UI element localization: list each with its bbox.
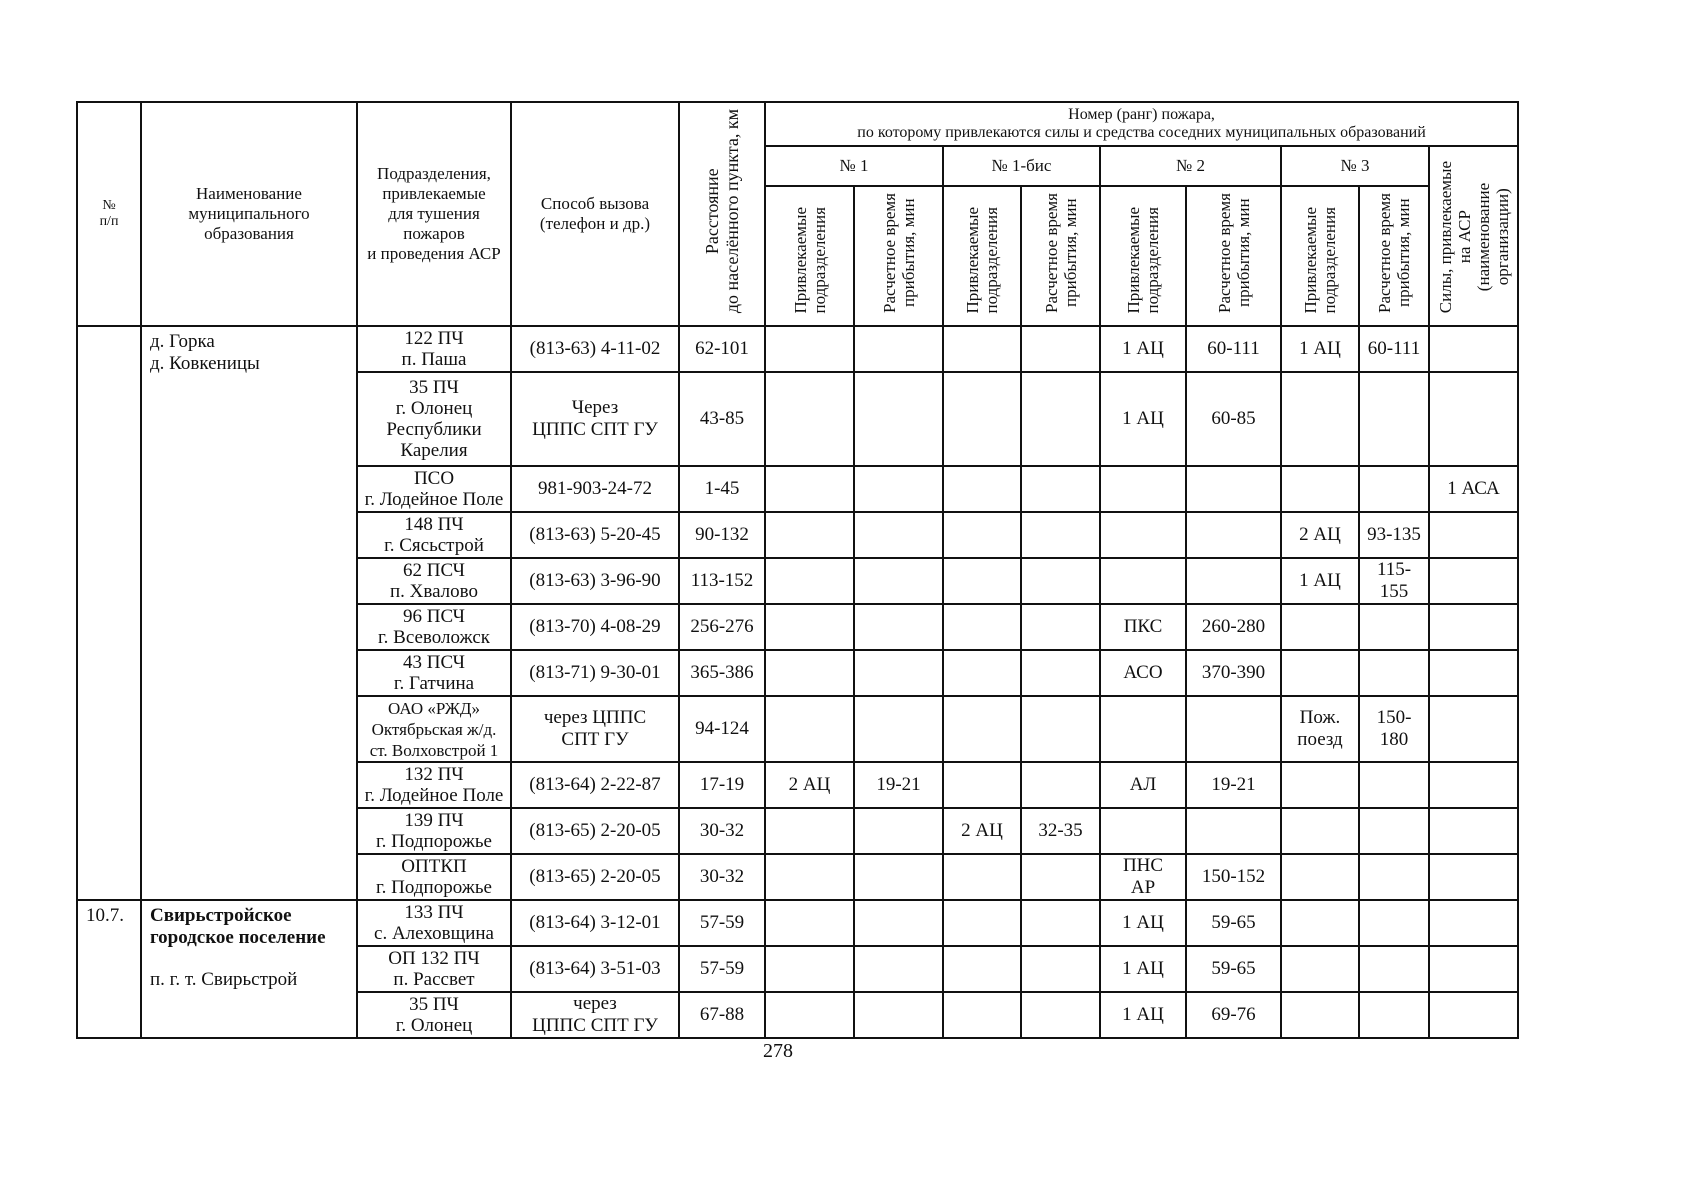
- unit-cell: 133 ПЧ с. Алеховщина: [357, 900, 511, 946]
- cell-r1t: [854, 900, 943, 946]
- cell-r1bu: [943, 512, 1021, 558]
- cell-r3u: 1 АЦ: [1281, 558, 1359, 604]
- distance-cell: 57-59: [679, 946, 765, 992]
- call-method-cell: (813-64) 3-12-01: [511, 900, 679, 946]
- cell-r2t: [1186, 696, 1281, 762]
- distance-cell: 256-276: [679, 604, 765, 650]
- row-num-empty: [77, 326, 141, 900]
- cell-r3u: [1281, 650, 1359, 696]
- cell-r3u: 2 АЦ: [1281, 512, 1359, 558]
- cell-r3u: [1281, 808, 1359, 854]
- header-rank-title: Номер (ранг) пожара, по которому привлекаются силы и средства соседних муниципальных образований: [765, 102, 1518, 146]
- cell-r1bu: [943, 854, 1021, 900]
- header-rank2-units: [1100, 186, 1186, 326]
- cell-r1bu: [943, 762, 1021, 808]
- unit-cell: 35 ПЧ г. Олонец: [357, 992, 511, 1038]
- cell-r1u: [765, 854, 854, 900]
- cell-r3t: [1359, 466, 1429, 512]
- cell-r2u: [1100, 558, 1186, 604]
- header-distance: [679, 102, 765, 326]
- cell-r2u: 1 АЦ: [1100, 326, 1186, 372]
- header-rank-3: № 3: [1281, 146, 1429, 186]
- cell-r2u: АСО: [1100, 650, 1186, 696]
- cell-r3t: 93-135: [1359, 512, 1429, 558]
- cell-r2t: 60-111: [1186, 326, 1281, 372]
- header-rank2-time: [1186, 186, 1281, 326]
- cell-r1t: [854, 604, 943, 650]
- cell-r1bt: [1021, 696, 1100, 762]
- call-method-cell: (813-64) 3-51-03: [511, 946, 679, 992]
- call-method-cell: Через ЦППС СПТ ГУ: [511, 372, 679, 466]
- distance-cell: 17-19: [679, 762, 765, 808]
- header-distance-text: Расстояние до населённого пункта, км: [702, 109, 742, 314]
- cell-r3t: 115- 155: [1359, 558, 1429, 604]
- cell-r3u: [1281, 762, 1359, 808]
- cell-asr: [1429, 604, 1518, 650]
- cell-r2u: [1100, 808, 1186, 854]
- cell-r2t: [1186, 808, 1281, 854]
- header-rank3-units: [1281, 186, 1359, 326]
- cell-r1bt: [1021, 854, 1100, 900]
- cell-r1t: [854, 946, 943, 992]
- unit-cell: 35 ПЧ г. Олонец Республики Карелия: [357, 372, 511, 466]
- cell-r1bt: [1021, 900, 1100, 946]
- header-rank-2: № 2: [1100, 146, 1281, 186]
- cell-r3t: [1359, 946, 1429, 992]
- cell-r3t: [1359, 808, 1429, 854]
- header-asr-forces: [1429, 146, 1518, 326]
- distance-cell: 62-101: [679, 326, 765, 372]
- call-method-cell: (813-63) 5-20-45: [511, 512, 679, 558]
- cell-r2u: АЛ: [1100, 762, 1186, 808]
- unit-cell: ОП 132 ПЧ п. Рассвет: [357, 946, 511, 992]
- cell-r3u: 1 АЦ: [1281, 326, 1359, 372]
- cell-r1u: [765, 900, 854, 946]
- distance-cell: 67-88: [679, 992, 765, 1038]
- cell-asr: [1429, 326, 1518, 372]
- cell-r1u: 2 АЦ: [765, 762, 854, 808]
- cell-r3u: [1281, 900, 1359, 946]
- cell-r1bt: [1021, 326, 1100, 372]
- header-rank1bis-time: [1021, 186, 1100, 326]
- cell-r1t: [854, 992, 943, 1038]
- header-rank-1bis: № 1-бис: [943, 146, 1100, 186]
- cell-r1bu: [943, 650, 1021, 696]
- distance-cell: 90-132: [679, 512, 765, 558]
- cell-r2u: [1100, 512, 1186, 558]
- unit-cell: ОАО «РЖД» Октябрьская ж/д. ст. Волховстрой 1: [357, 696, 511, 762]
- cell-r1t: [854, 372, 943, 466]
- cell-r1bu: 2 АЦ: [943, 808, 1021, 854]
- cell-r2u: 1 АЦ: [1100, 946, 1186, 992]
- call-method-cell: (813-71) 9-30-01: [511, 650, 679, 696]
- call-method-cell: (813-65) 2-20-05: [511, 854, 679, 900]
- cell-r2u: 1 АЦ: [1100, 372, 1186, 466]
- header-rank-1: № 1: [765, 146, 943, 186]
- distance-cell: 94-124: [679, 696, 765, 762]
- cell-r1bu: [943, 696, 1021, 762]
- cell-asr: [1429, 696, 1518, 762]
- cell-r2u: ПКС: [1100, 604, 1186, 650]
- cell-r1u: [765, 326, 854, 372]
- header-rank1bis-time-text: Расчетное время прибытия, мин: [1041, 193, 1080, 314]
- unit-cell: ПСО г. Лодейное Поле: [357, 466, 511, 512]
- header-asr-forces-text: Силы, привлекаемые на АСР (наименование организации): [1435, 160, 1512, 314]
- header-num: № п/п: [77, 102, 141, 326]
- cell-asr: [1429, 900, 1518, 946]
- cell-asr: [1429, 512, 1518, 558]
- cell-asr: [1429, 992, 1518, 1038]
- cell-r2t: [1186, 512, 1281, 558]
- cell-asr: [1429, 762, 1518, 808]
- cell-r1t: [854, 558, 943, 604]
- cell-r1bt: [1021, 762, 1100, 808]
- cell-r2t: 60-85: [1186, 372, 1281, 466]
- distance-cell: 113-152: [679, 558, 765, 604]
- cell-r2t: [1186, 558, 1281, 604]
- cell-r3t: [1359, 900, 1429, 946]
- cell-r1bu: [943, 372, 1021, 466]
- cell-r2u: 1 АЦ: [1100, 900, 1186, 946]
- cell-r3u: [1281, 604, 1359, 650]
- header-rank2-time-text: Расчетное время прибытия, мин: [1214, 193, 1253, 314]
- cell-r2t: 69-76: [1186, 992, 1281, 1038]
- unit-cell: 139 ПЧ г. Подпорожье: [357, 808, 511, 854]
- header-rank1bis-units: [943, 186, 1021, 326]
- cell-r1t: [854, 326, 943, 372]
- cell-asr: [1429, 854, 1518, 900]
- cell-r1u: [765, 808, 854, 854]
- cell-r1bt: [1021, 512, 1100, 558]
- cell-r3t: 150- 180: [1359, 696, 1429, 762]
- cell-r1t: [854, 512, 943, 558]
- cell-r1u: [765, 650, 854, 696]
- cell-r2t: [1186, 466, 1281, 512]
- cell-r3t: [1359, 372, 1429, 466]
- header-rank1-units: [765, 186, 854, 326]
- settlement-name: п. г. т. Свирьстрой: [150, 969, 298, 991]
- distance-cell: 30-32: [679, 854, 765, 900]
- call-method-cell: через ЦППС СПТ ГУ: [511, 992, 679, 1038]
- unit-cell: 62 ПСЧ п. Хвалово: [357, 558, 511, 604]
- cell-r1t: [854, 650, 943, 696]
- cell-asr: [1429, 372, 1518, 466]
- header-rank1-time-text: Расчетное время прибытия, мин: [879, 193, 918, 314]
- cell-r1bu: [943, 558, 1021, 604]
- cell-r1t: [854, 854, 943, 900]
- cell-r1bu: [943, 900, 1021, 946]
- cell-r1bu: [943, 604, 1021, 650]
- header-rank3-time: [1359, 186, 1429, 326]
- call-method-cell: (813-63) 4-11-02: [511, 326, 679, 372]
- cell-r3u: [1281, 466, 1359, 512]
- cell-r1bt: [1021, 650, 1100, 696]
- cell-r1bt: [1021, 558, 1100, 604]
- cell-r1u: [765, 992, 854, 1038]
- municipality-cell: д. Горка д. Ковкеницы: [141, 326, 357, 900]
- cell-r1u: [765, 512, 854, 558]
- cell-r1bu: [943, 946, 1021, 992]
- cell-r1t: [854, 466, 943, 512]
- table-row: [77, 326, 1518, 372]
- cell-r1bt: [1021, 372, 1100, 466]
- call-method-cell: (813-64) 2-22-87: [511, 762, 679, 808]
- cell-asr: [1429, 558, 1518, 604]
- cell-r2t: 19-21: [1186, 762, 1281, 808]
- page-number: 278: [763, 1040, 793, 1062]
- cell-r1u: [765, 558, 854, 604]
- cell-r2u: [1100, 696, 1186, 762]
- cell-r3t: [1359, 604, 1429, 650]
- call-method-cell: через ЦППС СПТ ГУ: [511, 696, 679, 762]
- header-units: Подразделения, привлекаемые для тушения пожаров и проведения АСР: [357, 102, 511, 326]
- cell-r1u: [765, 696, 854, 762]
- header-call-method: Способ вызова (телефон и др.): [511, 102, 679, 326]
- row-num: 10.7.: [77, 900, 141, 1038]
- cell-r3t: [1359, 992, 1429, 1038]
- cell-r3u: [1281, 992, 1359, 1038]
- cell-r1bt: [1021, 992, 1100, 1038]
- distance-cell: 365-386: [679, 650, 765, 696]
- distance-cell: 30-32: [679, 808, 765, 854]
- call-method-cell: (813-65) 2-20-05: [511, 808, 679, 854]
- cell-r1bt: 32-35: [1021, 808, 1100, 854]
- unit-cell: 148 ПЧ г. Сясьстрой: [357, 512, 511, 558]
- distance-cell: 57-59: [679, 900, 765, 946]
- distance-cell: 1-45: [679, 466, 765, 512]
- cell-r3t: [1359, 854, 1429, 900]
- cell-r2u: 1 АЦ: [1100, 992, 1186, 1038]
- cell-asr: [1429, 808, 1518, 854]
- cell-r2u: ПНС АР: [1100, 854, 1186, 900]
- cell-r2t: 150-152: [1186, 854, 1281, 900]
- cell-r1t: 19-21: [854, 762, 943, 808]
- unit-cell: ОПТКП г. Подпорожье: [357, 854, 511, 900]
- cell-r3u: [1281, 372, 1359, 466]
- cell-asr: 1 АСА: [1429, 466, 1518, 512]
- cell-r3u: Пож. поезд: [1281, 696, 1359, 762]
- call-method-cell: (813-70) 4-08-29: [511, 604, 679, 650]
- municipality-cell: [141, 900, 357, 1038]
- unit-cell: 96 ПСЧ г. Всеволожск: [357, 604, 511, 650]
- table-row: [77, 900, 1518, 946]
- header-rank3-units-text: Привлекаемые подразделения: [1301, 206, 1339, 314]
- cell-r2u: [1100, 466, 1186, 512]
- cell-asr: [1429, 650, 1518, 696]
- cell-r1bu: [943, 466, 1021, 512]
- header-municipality: Наименование муниципального образования: [141, 102, 357, 326]
- call-method-cell: (813-63) 3-96-90: [511, 558, 679, 604]
- municipality-name: Свирьстройское городское поселение: [150, 905, 326, 949]
- cell-r1bt: [1021, 946, 1100, 992]
- header-rank2-units-text: Привлекаемые подразделения: [1124, 206, 1162, 314]
- unit-cell: 122 ПЧ п. Паша: [357, 326, 511, 372]
- cell-r3t: [1359, 650, 1429, 696]
- unit-cell: 43 ПСЧ г. Гатчина: [357, 650, 511, 696]
- cell-r1bu: [943, 992, 1021, 1038]
- cell-r1bt: [1021, 604, 1100, 650]
- cell-r2t: 59-65: [1186, 946, 1281, 992]
- cell-r3t: 60-111: [1359, 326, 1429, 372]
- fire-forces-table: [76, 101, 1519, 1039]
- cell-r1u: [765, 946, 854, 992]
- cell-r1u: [765, 604, 854, 650]
- unit-cell: 132 ПЧ г. Лодейное Поле: [357, 762, 511, 808]
- cell-r3t: [1359, 762, 1429, 808]
- cell-r2t: 59-65: [1186, 900, 1281, 946]
- cell-r1u: [765, 372, 854, 466]
- header-rank1-time: [854, 186, 943, 326]
- cell-r1u: [765, 466, 854, 512]
- header-rank1-units-text: Привлекаемые подразделения: [790, 206, 829, 314]
- cell-r1t: [854, 808, 943, 854]
- cell-r3u: [1281, 946, 1359, 992]
- header-rank3-time-text: Расчетное время прибытия, мин: [1375, 193, 1413, 314]
- cell-r2t: 370-390: [1186, 650, 1281, 696]
- distance-cell: 43-85: [679, 372, 765, 466]
- call-method-cell: 981-903-24-72: [511, 466, 679, 512]
- cell-r3u: [1281, 854, 1359, 900]
- cell-asr: [1429, 946, 1518, 992]
- cell-r1bu: [943, 326, 1021, 372]
- cell-r1t: [854, 696, 943, 762]
- cell-r1bt: [1021, 466, 1100, 512]
- header-rank1bis-units-text: Привлекаемые подразделения: [963, 206, 1001, 314]
- cell-r2t: 260-280: [1186, 604, 1281, 650]
